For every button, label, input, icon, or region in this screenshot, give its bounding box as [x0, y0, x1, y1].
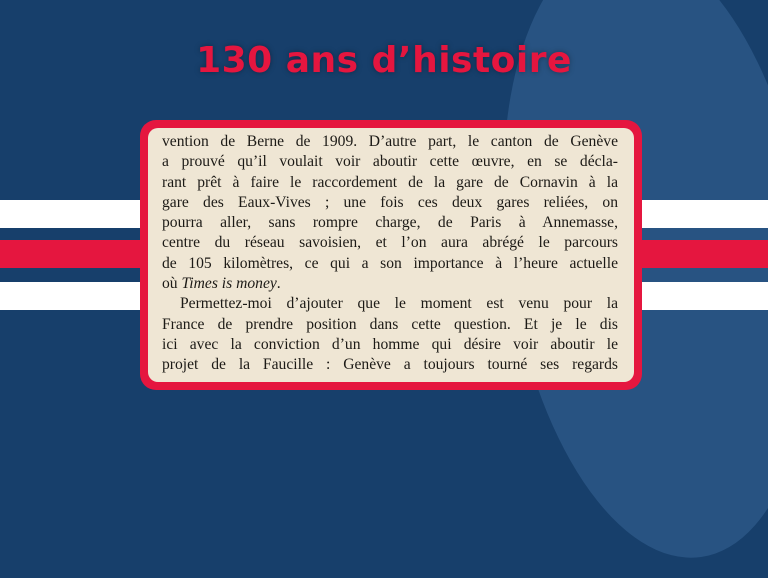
text-line: de 105 kilomètres, ce qui a son importance à l’heure actuelle: [162, 254, 618, 272]
text-line: Permettez-moi d’ajouter que le moment est venu pour la: [180, 295, 618, 313]
text-line: rant prêt à faire le raccordement de la gare de Cornavin à la: [162, 173, 618, 191]
document-excerpt: [148, 128, 634, 382]
text-line: [162, 274, 618, 294]
text-fragment: où: [162, 275, 178, 293]
text-line: France de prendre position dans cette question. Et je le dis: [162, 315, 618, 333]
italic-phrase: Times is money: [181, 275, 277, 293]
text-line: gare des Eaux-Vives ; une fois ces deux gares reliées, on: [162, 193, 618, 211]
text-line: pourra aller, sans rompre charge, de Paris à Annemasse,: [162, 214, 618, 232]
text-fragment: .: [276, 275, 281, 293]
text-line: vention de Berne de 1909. D’autre part, le canton de Genève: [162, 133, 618, 150]
text-line: ici avec la conviction d’un homme qui désire voir aboutir le: [162, 335, 618, 353]
excerpt-text: [148, 128, 634, 376]
text-line: centre du réseau savoisien, et l’on aura abrégé le parcours: [162, 234, 618, 252]
text-line: a prouvé qu’il voulait voir aboutir cette œuvre, en se décla-: [162, 153, 618, 171]
page-title: 130 ans d’histoire: [196, 40, 572, 81]
text-line: projet de la Faucille : Genève a toujours tourné ses regards: [162, 356, 618, 374]
